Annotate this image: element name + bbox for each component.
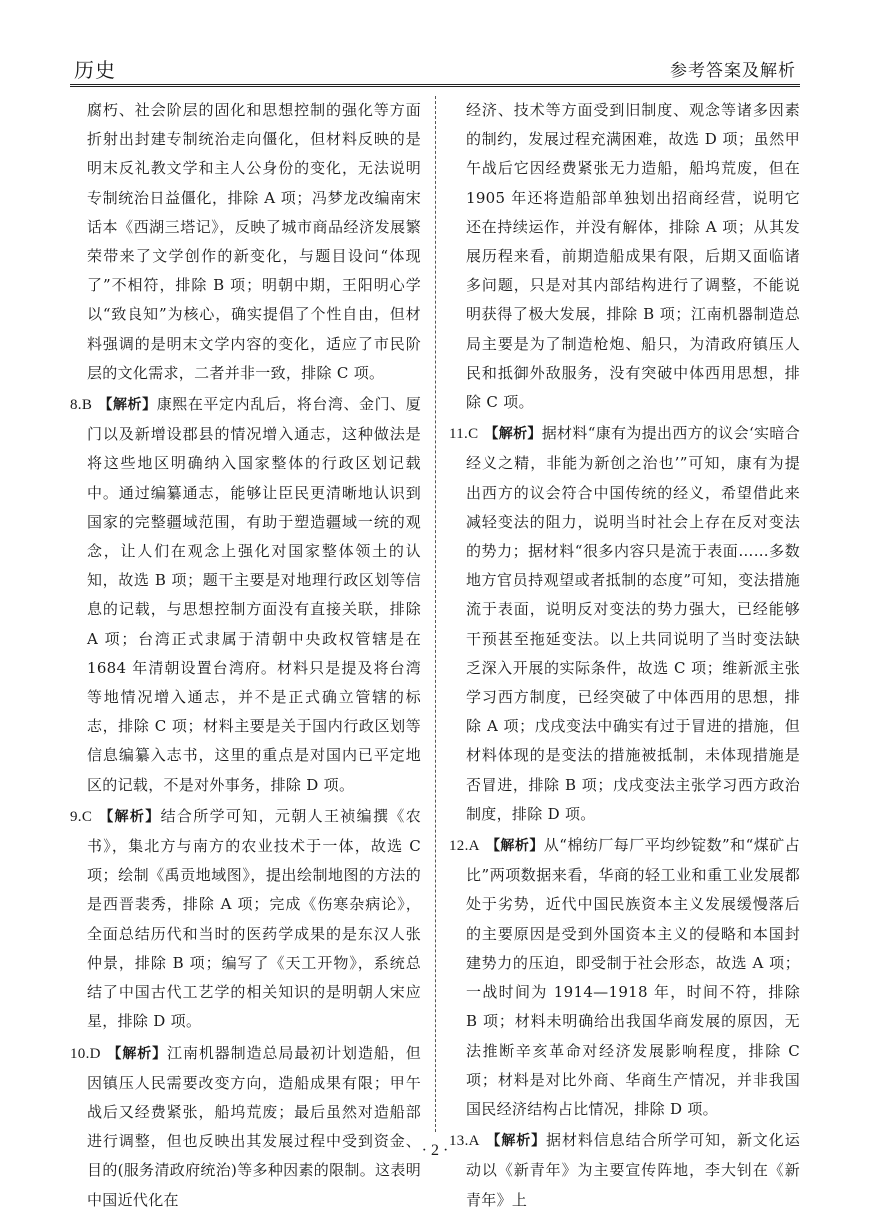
item-answer: C [81, 808, 93, 825]
answer-item-9 [70, 802, 421, 1037]
analysis-tag: 【解析】 [485, 1133, 547, 1150]
item-answer: D [89, 1045, 101, 1062]
item-analysis-text: 从“棉纺厂每厂平均纱锭数”和“煤矿占比”两项数据来看，华商的轻工业和重工业发展都处于劣势，近代中国民族资本主义发展缓慢落后的主要原因是受到外国资本主义的侵略和本国封建势力的压迫，即受制于社会形态，故选 A 项；一战时间为 1914—1918 年，时间不符，排除 B 项；材料未明确给出我国华商发展的原因，无法推断辛亥革命对经济发展影响程度，排除 C 项；材料是对比外商、华商生产情况，并非我国国民经济结构占比情况，排除 D 项。 [466, 836, 800, 1118]
section-title: 参考答案及解析 [670, 61, 796, 81]
analysis-tag: 【解析】 [485, 838, 544, 855]
item-number: 8. [70, 397, 82, 414]
answer-item-13 [449, 1126, 800, 1215]
item-number: 12. [449, 838, 469, 855]
item-answer: B [81, 397, 93, 414]
analysis-tag: 【解析】 [98, 397, 157, 414]
answer-item-10 [70, 1039, 421, 1215]
item-number: 10. [70, 1045, 90, 1062]
item-answer: A [468, 1133, 480, 1150]
item-answer: C [468, 426, 479, 443]
right-column [449, 96, 800, 1209]
continuation-paragraph: 经济、技术等方面受到旧制度、观念等诸多因素的制约，发展过程充满困难，故选 D 项；虽然甲午战后它因经费紧张无力造船，船坞荒废，但在 1905 年还将造船部单独划出招商经营，说明它还在持续运作，并没有解体，排除 A 项；从其发展历程来看，前期造船成果有限，后期又面临诸多问题，只是对其内部结构进行了调整，不能说明获得了极大发展，排除 B 项；江南机器制造总局主要是为了制造枪炮、船只，为清政府镇压人民和抵御外敌服务，没有突破中体西用思想，排除 C 项。 [466, 101, 800, 412]
column-divider [435, 96, 436, 1132]
analysis-tag: 【解析】 [98, 808, 161, 825]
item-number: 13. [449, 1133, 469, 1150]
item-answer: A [468, 838, 480, 855]
item-analysis-text: 结合所学可知，元朝人王祯编撰《农书》，集北方与南方的农业技术于一体，故选 C 项；绘制《禹贡地域图》，提出绘制地图的方法的是西晋裴秀，排除 A 项；完成《伤寒杂病论》，全面总结历代和当时的医药学成果的是东汉人张仲景，排除 B 项；编写了《天工开物》，系统总结了中国古代工艺学的相关知识的是明朝人宋应星，排除 D 项。 [87, 806, 421, 1031]
continuation-paragraph: 腐朽、社会阶层的固化和思想控制的强化等方面折射出封建专制统治走向僵化，但材料反映的是明末反礼教文学和主人公身份的变化，无法说明专制统治日益僵化，排除 A 项；冯梦龙改编南宋话本《西湖三塔记》，反映了城市商品经济发展繁荣带来了文学创作的新变化，与题目设问“体现了”不相符，排除 B 项；明朝中期，王阳明心学以“致良知”为核心，确实提倡了个性自由，但材料强调的是明末文学内容的变化，适应了市民阶层的文化需求，二者并非一致，排除 C 项。 [87, 101, 421, 382]
answer-item-11 [449, 419, 800, 829]
page-header [70, 48, 800, 87]
analysis-tag: 【解析】 [484, 426, 542, 443]
item-analysis-text: 据材料“康有为提出西方的议会‘实暗合经义之精，非能为新创之治也’”可知，康有为提出西方的议会符合中国传统的经义，希望借此来减轻变法的阻力，说明当时社会上存在反对变法的势力；据材料“很多内容只是流于表面……多数地方官员持观望或者抵制的态度”可知，变法措施流于表面，说明反对变法的势力强大，已经能够干预甚至拖延变法。以上共同说明了当时变法缺乏深入开展的实际条件，故选 C 项；维新派主张学习西方制度，已经突破了中体西用的思想，排除 A 项；戊戌变法中确实有过于冒进的措施，但材料体现的是变法的措施被抵制，未体现措施是否冒进，排除 B 项；戊戌变法主张学习西方政治制度，排除 D 项。 [466, 424, 800, 823]
item-analysis-text: 康熙在平定内乱后，将台湾、金门、厦门以及新增设郡县的情况增入通志，这种做法是将这些地区明确纳入国家整体的行政区划记载中。通过编纂通志，能够让臣民更清晰地认识到国家的完整疆域范围，有助于塑造疆域一统的观念，让人们在观念上强化对国家整体领土的认知，故选 B 项；题干主要是对地理行政区划等信息的记载，与思想控制方面没有直接关联，排除 A 项；台湾正式隶属于清朝中央政权管辖是在 1684 年清朝设置台湾府。材料只是提及将台湾等地情况增入通志，并不是正式确立管辖的标志，排除 C 项；材料主要是关于国内行政区划等信息编纂入志书，这里的重点是对国内已平定地区的记载，不是对外事务，排除 D 项。 [87, 395, 421, 794]
two-column-body [70, 96, 800, 1209]
item-analysis-text: 据材料信息结合所学可知，新文化运动以《新青年》为主要宣传阵地，李大钊在《新青年》上 [466, 1131, 800, 1209]
left-column [70, 96, 421, 1209]
answer-item-8 [70, 390, 421, 800]
analysis-tag: 【解析】 [106, 1045, 168, 1062]
subject-title: 历史 [74, 58, 116, 82]
item-number: 9. [70, 808, 82, 825]
answer-item-12 [449, 831, 800, 1124]
item-number: 11. [449, 426, 469, 443]
page-number: · 2 · [421, 1142, 449, 1159]
item-analysis-text: 江南机器制造总局最初计划造船，但因镇压人民需要改变方向，造船成果有限；甲午战后又经费紧张，船坞荒废；最后虽然对造船部进行调整，但也反映出其发展过程中受到资金、目的(服务清政府统治)等多种因素的限制。这表明中国近代化在 [87, 1043, 421, 1209]
